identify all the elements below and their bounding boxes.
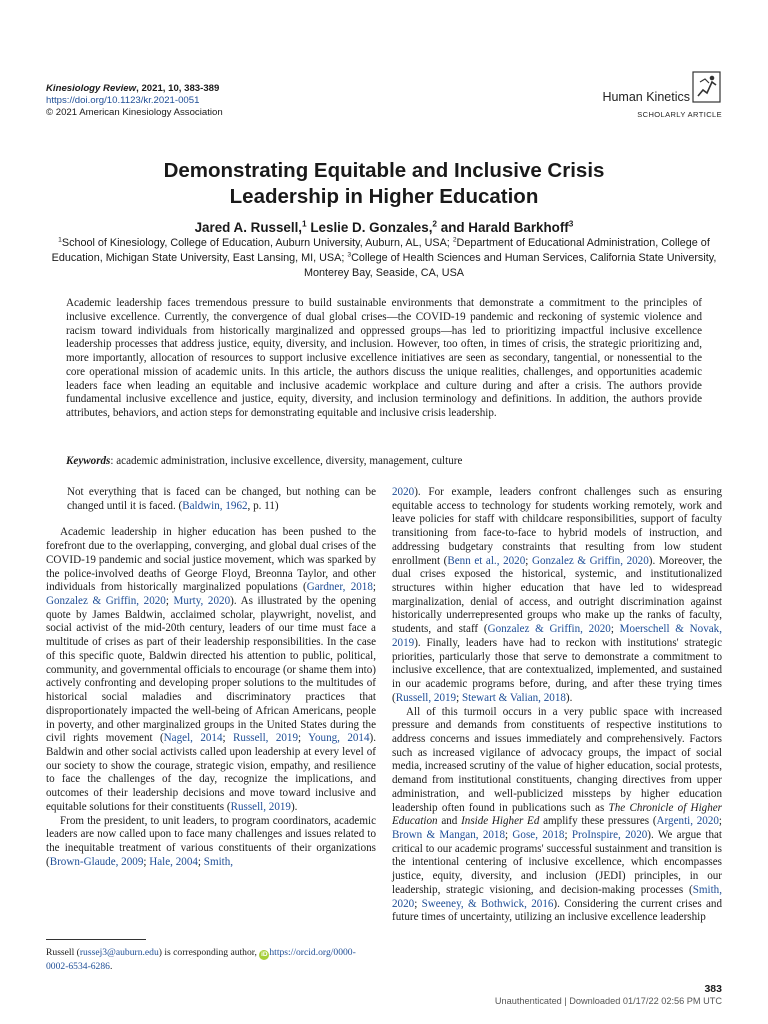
doi-link[interactable]: https://doi.org/10.1123/kr.2021-0051: [46, 95, 200, 106]
journal-name: Kinesiology Review: [46, 83, 137, 94]
article-title: [0, 158, 768, 210]
epigraph-quote: Not everything that is faced can be changed, but nothing can be changed until it is faced. (Baldwin, 1962, p. 11): [67, 486, 376, 512]
citation-link[interactable]: Smith,: [203, 855, 234, 868]
journal-info: [46, 83, 223, 119]
citation-link[interactable]: Argenti, 2020: [656, 815, 719, 828]
article-type-label: SCHOLARLY ARTICLE: [637, 110, 722, 119]
citation-link[interactable]: Russell, 2019: [395, 691, 457, 704]
text-run: ). Baldwin and other social activists called upon leadership at every level of our society to show the courage, strategic vision, empathy, and resilience to face the challenges of the day, recognize the implications, and outcomes of their leadership decisions and move toward inclusive and equitable solutions for their constituents (: [46, 732, 376, 813]
article-title-line-1: Demonstrating Equitable and Inclusive Crisis: [163, 159, 605, 182]
body-paragraph: [46, 815, 376, 870]
citation-link[interactable]: Murty, 2020: [173, 595, 231, 608]
text-run: All of this turmoil occurs in a very public space with increased pressure and demands from constituents of respective institutions to address concerns and issues immediately and comprehensively. Factors such as increased vigilance of advocacy groups, the impact of social media, increased scrutiny of the value of higher education, social protests, demand from institutional constituents, changing directives from upper administration, and well-publicized missteps by higher education leadership often found in publications such as: [392, 705, 722, 814]
citation-link[interactable]: Gose, 2018: [512, 828, 565, 841]
article-title-line-2: Leadership in Higher Education: [229, 185, 539, 208]
body-column-right: [392, 486, 722, 925]
body-paragraph: [392, 486, 722, 706]
abstract: Academic leadership faces tremendous pressure to build sustainable environments that demonstrate a commitment to the principles of inclusive excellence. Currently, the convergence of dual global crises—the COVID-19 pandemic and reckoning of systemic violence and racism toward individuals from historically marginalized and oppressed groups—has led to prioritizing impactful inclusive excellence leadership processes that address justice, equity, diversity, and inclusion. However, too often, in times of crisis, the strategic prioritizing and, more importantly, allocation of resources to support inclusive excellence initiatives are seen as secondary, tangential, or nonessential to the core operational mission of academic units. In this article, the authors discuss the unique realities, challenges, and opportunities academic leaders face when leading an equitable and inclusive academic workplace and culture during and after a crisis. The authors provide fundamental inclusive excellence and justice, equity, diversity, and inclusion terminology and definitions. In addition, the authors provide attributes, behaviors, and action steps for demonstrating equitable and inclusive crisis leadership.: [66, 297, 702, 419]
text-run: ;: [505, 828, 513, 841]
copyright-notice: © 2021 American Kinesiology Association: [46, 107, 223, 118]
author-name: Leslie D. Gonzales,: [310, 220, 433, 235]
text-run: ). Moreover, the dual crises exposed the historical, systemic, and institutionalized structures within higher education that have led to widespread marginalization, denial of access, and outright discrimination against historically underrepresented groups who make up the ranks of faculty, students, and staff (: [392, 554, 723, 636]
text-run: ). For example, leaders confront challenges such as ensuring equitable access to technology for students working remotely, work and leave policies for staff with childcare responsibilities, support of faculty transitioning from face-to-face to hybrid models of instruction, and addressing budgetary constraints that resulting from low student enrollment (: [392, 486, 722, 567]
author-email-link[interactable]: russej3@auburn.edu: [79, 947, 159, 958]
text-run: ;: [414, 897, 422, 910]
download-notice: Unauthenticated | Downloaded 01/17/22 02:56 PM UTC: [494, 996, 722, 1006]
citation-link[interactable]: Brown & Mangan, 2018: [392, 828, 506, 841]
citation-link[interactable]: Brown-Glaude, 2009: [49, 855, 144, 868]
citation-link[interactable]: Benn et al., 2020: [447, 554, 526, 567]
text-run: ). Considering the current crises and future times of uncertainty, utilizing an inclusive excellence leadership: [392, 897, 723, 924]
keywords-list: academic administration, inclusive excellence, diversity, management, culture: [116, 455, 463, 467]
citation-link[interactable]: Hale, 2004: [149, 855, 198, 868]
citation-link[interactable]: Baldwin, 1962: [182, 499, 248, 512]
author-name: and Harald Barkhoff: [440, 220, 569, 235]
citation-link[interactable]: Russell, 2019: [230, 800, 291, 813]
text-run: ;: [298, 732, 309, 745]
citation-link[interactable]: Moerschell & Novak, 2019: [392, 623, 723, 649]
text-run: ). We argue that critical to our academic programs' successful sustainment and transition is the intentional centering of inclusive excellence, which encompasses justice, equity, diversity, and inclusion (JEDI) principles, in our leadership, strategic visioning, and decision-making processes (: [392, 828, 723, 896]
text-run: and: [437, 815, 462, 828]
body-paragraph: [392, 706, 722, 926]
citation-link[interactable]: Sweeney, & Bothwick, 2016: [421, 897, 554, 910]
text-run: ;: [222, 732, 233, 745]
citation-link[interactable]: 2020: [392, 486, 415, 498]
text-run: amplify these pressures (: [539, 815, 657, 828]
text-run: ). Finally, leaders have had to reckon with institutions' strategic priorities, particularly those that serve to demonstrate a commitment to inclusive excellence, that are contextualized, implemented, and sustained in our academic programs before, during, and after these trying times (: [392, 636, 722, 704]
author-affiliation-marker: 1: [302, 218, 307, 229]
body-paragraph: [46, 526, 376, 814]
text-run: ). As illustrated by the opening quote by James Baldwin, acclaimed scholar, playwright, novelist, and social activist of the mid-20th century, leaders of our time must face a multitude of crises as part of their leadership responsibilities. In the case of this specific quote, Baldwin directed his attention to public, political, community, and governmental officials to encourage (or shame them into) actively confronting and developing proper solutions to the multitudes of historical social maladies and discriminatory practices that disproportionately impacted the well-being of African Americans, people in poverty, and other marginalized groups in the United States during the civil rights movement (: [46, 595, 377, 745]
citation-link[interactable]: Gardner, 2018: [306, 581, 373, 594]
citation-link[interactable]: Gonzalez & Griffin, 2020: [487, 623, 611, 636]
text-run: ;: [564, 828, 572, 841]
text-run: Academic leadership in higher education has been pushed to the forefront due to the overlapping, converging, and global dual crises of the COVID-19 pandemic and social justice movement, which was sparked by the police-involved deaths of George Floyd, Breonna Taylor, and other individuals from historically marginalized populations (: [46, 526, 376, 594]
journal-volume-pages: , 2021, 10, 383-389: [136, 83, 220, 94]
orcid-link[interactable]: https://orcid.org/0000-0002-6534-6286: [46, 947, 356, 972]
journal-citation: [46, 83, 223, 95]
keywords-label: Keywords: [66, 455, 111, 467]
text-run: ).: [565, 691, 573, 704]
text-run: ;: [718, 815, 723, 828]
publisher-name: Human Kinetics: [602, 90, 690, 104]
body-column-left: [46, 486, 376, 869]
citation-link[interactable]: Nagel, 2014: [163, 732, 223, 745]
human-kinetics-logo-icon: [692, 70, 722, 104]
orcid-icon: iD: [261, 951, 268, 958]
author-name: Jared A. Russell,: [194, 220, 303, 235]
author-affiliation-marker: 2: [432, 218, 438, 229]
affiliations: $^1$School of Kinesiology, College of Education, Auburn University, Auburn, AL, USA; $^2$Department of Educational Administration, College of Education, Michigan State University, East Lansing, MI, USA; $^3$College of Health Sciences and Human Services, California State University, Monterey Bay, Seaside, CA, USA: [51, 236, 717, 279]
keywords: Keywords: academic administration, inclusive excellence, diversity, management, culture: [66, 455, 463, 467]
citation-link[interactable]: Young, 2014: [308, 732, 370, 745]
page-number: 383: [704, 983, 722, 995]
citation-link[interactable]: Stewart & Valian, 2018: [461, 691, 566, 704]
author-list: [0, 220, 768, 235]
text-run: ;: [143, 855, 150, 868]
text-run: ).: [290, 800, 298, 813]
publication-title: Inside Higher Ed: [461, 815, 540, 828]
citation-link[interactable]: Gonzalez & Griffin, 2020: [531, 554, 649, 567]
citation-link[interactable]: Smith, 2020: [392, 883, 722, 910]
text-run: From the president, to unit leaders, to program coordinators, academic leaders are now called upon to face many challenges and issues related to the inequitable treatment of various constituents of their organizations (: [46, 814, 376, 868]
text-run: ;: [456, 691, 462, 704]
text-run: ;: [372, 581, 376, 594]
text-run: ;: [165, 595, 174, 608]
publication-title: The Chronicle of Higher Education: [392, 801, 722, 828]
citation-link[interactable]: Gonzalez & Griffin, 2020: [46, 595, 166, 608]
citation-link[interactable]: Russell, 2019: [233, 732, 299, 745]
footnote-divider: [46, 939, 146, 940]
author-affiliation-marker: 3: [568, 218, 574, 229]
text-run: ;: [610, 623, 620, 636]
text-run: ;: [525, 554, 532, 567]
text-run: ;: [197, 855, 204, 868]
corresponding-author-footnote: Russell (russej3@auburn.edu) is corresponding author, iD https://orcid.org/0000-0002-6534-6286.: [46, 947, 356, 972]
citation-link[interactable]: ProInspire, 2020: [571, 828, 648, 841]
